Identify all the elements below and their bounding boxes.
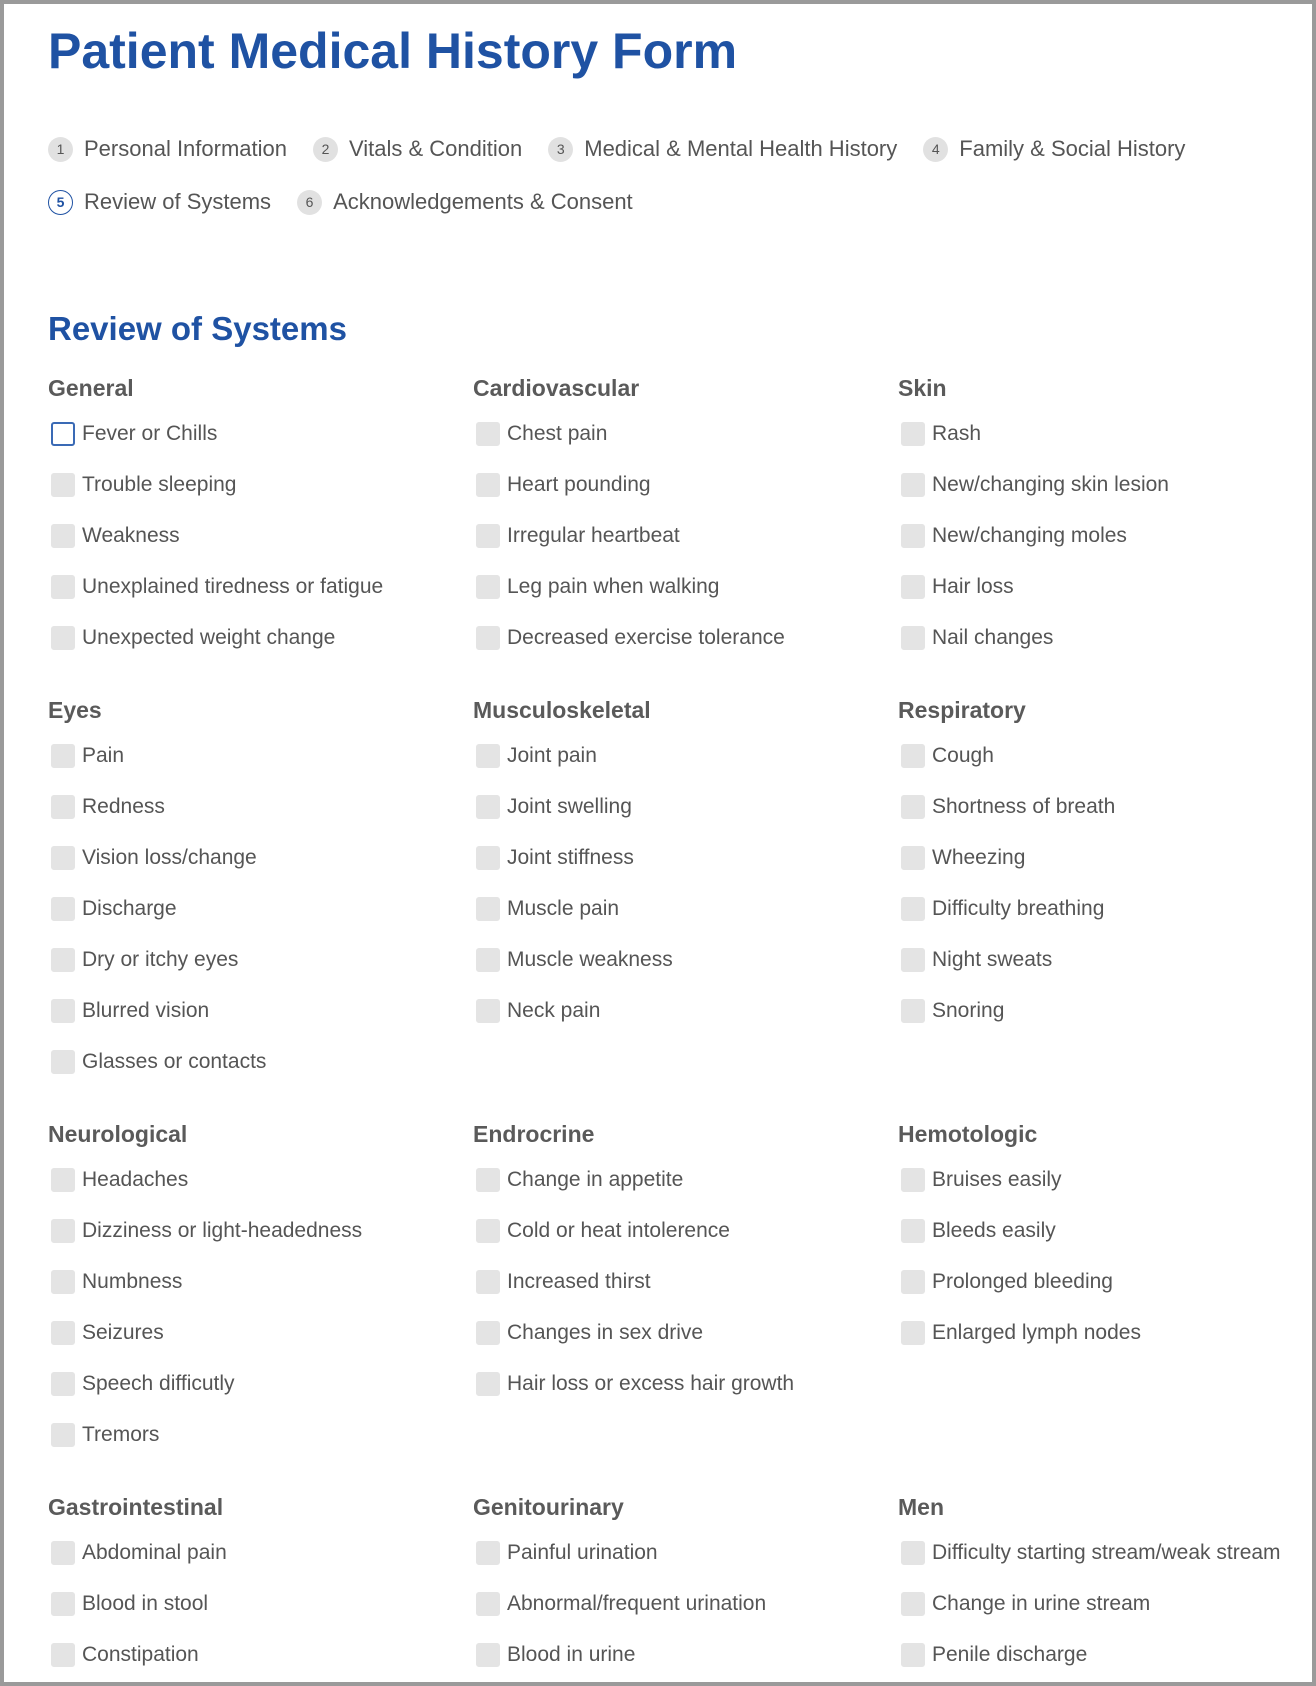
symptom-checkbox[interactable]	[476, 1168, 500, 1192]
symptom-checkbox[interactable]	[901, 744, 925, 768]
symptom-option[interactable]	[898, 459, 1316, 510]
symptom-checkbox[interactable]	[901, 1168, 925, 1192]
symptom-label: Headaches	[82, 1167, 189, 1191]
symptom-option[interactable]	[898, 1205, 1316, 1256]
symptom-option[interactable]	[473, 1578, 898, 1629]
group-title: Respiratory	[898, 697, 1026, 723]
symptom-label: Snoring	[932, 998, 1005, 1022]
group-title: Eyes	[48, 697, 102, 723]
symptom-option[interactable]	[898, 730, 1316, 781]
symptom-label: Decreased exercise tolerance	[507, 625, 785, 649]
symptom-checkbox[interactable]	[51, 948, 75, 972]
symptom-option[interactable]	[473, 781, 898, 832]
symptom-checkbox[interactable]	[51, 1592, 75, 1616]
group-title: Skin	[898, 375, 947, 401]
step-5[interactable]	[48, 187, 271, 217]
symptom-label: Painful urination	[507, 1540, 658, 1564]
step-number-badge: 3	[548, 137, 573, 162]
symptom-label: Rash	[932, 421, 982, 445]
symptom-label: Discharge	[82, 896, 177, 920]
symptom-group-men	[898, 1487, 1316, 1680]
symptom-option[interactable]	[48, 408, 473, 459]
symptom-checkbox[interactable]	[476, 1372, 500, 1396]
symptom-label: Abnormal/frequent urination	[507, 1591, 767, 1615]
symptom-option[interactable]	[898, 612, 1316, 663]
symptom-checkbox[interactable]	[51, 1643, 75, 1667]
section-title: Review of Systems	[48, 310, 347, 347]
page-title: Patient Medical History Form	[48, 23, 738, 79]
symptom-option[interactable]	[48, 934, 473, 985]
symptom-option[interactable]	[48, 561, 473, 612]
symptom-option[interactable]	[473, 408, 898, 459]
symptom-label: Joint stiffness	[507, 845, 634, 869]
symptom-option[interactable]	[898, 1527, 1316, 1578]
symptom-group-gastrointestinal	[48, 1487, 473, 1680]
symptom-option[interactable]	[473, 459, 898, 510]
symptom-checkbox[interactable]	[476, 999, 500, 1023]
symptom-label: Joint pain	[507, 743, 597, 767]
symptom-checkbox[interactable]	[901, 1643, 925, 1667]
symptom-label: Joint swelling	[507, 794, 632, 818]
symptom-checkbox[interactable]	[51, 744, 75, 768]
symptom-option[interactable]	[48, 1205, 473, 1256]
symptom-checkbox[interactable]	[901, 422, 925, 446]
symptom-option[interactable]	[898, 1154, 1316, 1205]
group-title: Genitourinary	[473, 1494, 624, 1520]
symptom-label: Leg pain when walking	[507, 574, 720, 598]
symptom-checkbox[interactable]	[901, 999, 925, 1023]
symptom-option[interactable]	[48, 510, 473, 561]
symptom-checkbox[interactable]	[476, 1541, 500, 1565]
symptom-checkbox[interactable]	[901, 1219, 925, 1243]
symptom-checkbox[interactable]	[476, 1321, 500, 1345]
group-title: Cardiovascular	[473, 375, 640, 401]
symptom-checkbox[interactable]	[476, 422, 500, 446]
symptom-checkbox[interactable]	[476, 744, 500, 768]
symptom-option[interactable]	[898, 510, 1316, 561]
symptom-checkbox[interactable]	[476, 626, 500, 650]
symptom-label: Speech difficutly	[82, 1371, 235, 1395]
step-label: Personal Information	[84, 136, 287, 161]
step-label: Medical & Mental Health History	[584, 136, 898, 161]
symptom-label: Cough	[932, 743, 994, 767]
group-title: Men	[898, 1494, 944, 1520]
symptom-option[interactable]	[473, 1527, 898, 1578]
symptom-option[interactable]	[48, 1256, 473, 1307]
symptom-checkbox[interactable]	[476, 1592, 500, 1616]
symptom-option[interactable]	[473, 730, 898, 781]
step-label: Vitals & Condition	[349, 136, 523, 161]
symptom-option[interactable]	[898, 1629, 1316, 1680]
symptom-option[interactable]	[48, 1154, 473, 1205]
symptom-option[interactable]	[48, 1527, 473, 1578]
symptom-checkbox[interactable]	[51, 422, 75, 446]
step-1[interactable]	[48, 134, 287, 164]
symptom-label: Night sweats	[932, 947, 1053, 971]
symptom-label: Wheezing	[932, 845, 1026, 869]
step-2[interactable]	[313, 134, 522, 164]
symptom-option[interactable]	[48, 1036, 473, 1087]
group-title: Neurological	[48, 1121, 188, 1147]
symptom-option[interactable]	[48, 1629, 473, 1680]
symptom-label: Dizziness or light-headedness	[82, 1218, 363, 1242]
symptom-checkbox[interactable]	[901, 575, 925, 599]
symptom-group-hematologic	[898, 1114, 1316, 1460]
symptom-checkbox[interactable]	[51, 999, 75, 1023]
symptom-checkbox[interactable]	[901, 1541, 925, 1565]
step-navigation	[48, 134, 1288, 217]
symptom-checkbox[interactable]	[901, 1321, 925, 1345]
symptom-option[interactable]	[473, 1307, 898, 1358]
symptom-checkbox[interactable]	[51, 1219, 75, 1243]
symptom-checkbox[interactable]	[51, 473, 75, 497]
symptom-option[interactable]	[473, 510, 898, 561]
symptom-option[interactable]	[898, 985, 1316, 1036]
symptom-label: Muscle weakness	[507, 947, 673, 971]
group-title: Hemotologic	[898, 1121, 1038, 1147]
symptom-group-endocrine	[473, 1114, 898, 1460]
symptom-checkbox[interactable]	[901, 524, 925, 548]
symptom-checkbox[interactable]	[51, 524, 75, 548]
symptom-label: Change in urine stream	[932, 1591, 1151, 1615]
symptom-label: New/changing skin lesion	[932, 472, 1169, 496]
symptom-checkbox[interactable]	[51, 1270, 75, 1294]
symptom-label: Unexpected weight change	[82, 625, 336, 649]
symptom-label: Hair loss or excess hair growth	[507, 1371, 795, 1395]
symptom-group-genitourinary	[473, 1487, 898, 1680]
symptom-label: Vision loss/change	[82, 845, 257, 869]
symptom-label: Fever or Chills	[82, 421, 218, 445]
step-6[interactable]	[297, 187, 633, 217]
step-4[interactable]	[923, 134, 1185, 164]
symptom-label: Seizures	[82, 1320, 164, 1344]
symptom-label: Blood in urine	[507, 1642, 636, 1666]
group-title: Gastrointestinal	[48, 1494, 224, 1520]
symptom-label: Blood in stool	[82, 1591, 209, 1615]
symptom-option[interactable]	[473, 1358, 898, 1409]
symptom-checkbox[interactable]	[476, 948, 500, 972]
step-label: Family & Social History	[959, 136, 1186, 161]
symptom-label: Neck pain	[507, 998, 601, 1022]
symptom-option[interactable]	[473, 561, 898, 612]
symptom-checkbox[interactable]	[51, 626, 75, 650]
symptom-checkbox[interactable]	[901, 846, 925, 870]
symptom-checkbox[interactable]	[901, 897, 925, 921]
symptom-checkbox[interactable]	[476, 1643, 500, 1667]
symptom-option[interactable]	[898, 781, 1316, 832]
symptom-label: Prolonged bleeding	[932, 1269, 1113, 1293]
symptom-checkbox[interactable]	[901, 948, 925, 972]
step-label: Acknowledgements & Consent	[333, 189, 633, 214]
symptom-option[interactable]	[48, 781, 473, 832]
symptom-group-general	[48, 368, 473, 663]
symptom-option[interactable]	[48, 1307, 473, 1358]
symptom-label: Shortness of breath	[932, 794, 1116, 818]
symptom-checkbox[interactable]	[901, 1592, 925, 1616]
symptom-label: Pain	[82, 743, 125, 767]
symptom-option[interactable]	[898, 561, 1316, 612]
symptom-option[interactable]	[473, 832, 898, 883]
symptom-label: Bleeds easily	[932, 1218, 1056, 1242]
symptom-label: Unexplained tiredness or fatigue	[82, 574, 384, 598]
symptom-checkbox[interactable]	[476, 473, 500, 497]
symptom-option[interactable]	[473, 985, 898, 1036]
symptom-label: New/changing moles	[932, 523, 1127, 547]
step-number-badge: 2	[313, 137, 338, 162]
symptom-option[interactable]	[898, 408, 1316, 459]
symptom-label: Changes in sex drive	[507, 1320, 704, 1344]
group-title: Endrocrine	[473, 1121, 595, 1147]
symptom-option[interactable]	[473, 883, 898, 934]
symptom-label: Weakness	[82, 523, 180, 547]
symptom-checkbox[interactable]	[476, 1219, 500, 1243]
symptom-option[interactable]	[898, 934, 1316, 985]
symptom-label: Abdominal pain	[82, 1540, 227, 1564]
step-label: Review of Systems	[84, 189, 272, 214]
symptom-checkbox[interactable]	[476, 575, 500, 599]
symptom-option[interactable]	[473, 1205, 898, 1256]
symptom-checkbox[interactable]	[51, 897, 75, 921]
symptom-group-skin	[898, 368, 1316, 663]
symptom-label: Bruises easily	[932, 1167, 1062, 1191]
step-number-badge: 1	[48, 137, 73, 162]
symptom-label: Blurred vision	[82, 998, 210, 1022]
symptom-label: Trouble sleeping	[82, 472, 237, 496]
symptom-checkbox[interactable]	[476, 897, 500, 921]
symptom-option[interactable]	[898, 1256, 1316, 1307]
symptom-option[interactable]	[898, 883, 1316, 934]
symptom-option[interactable]	[48, 985, 473, 1036]
step-number-badge: 4	[923, 137, 948, 162]
symptom-checkbox[interactable]	[901, 1270, 925, 1294]
symptom-label: Irregular heartbeat	[507, 523, 680, 547]
symptom-label: Difficulty breathing	[932, 896, 1105, 920]
symptom-checkbox[interactable]	[51, 1050, 75, 1074]
symptom-label: Hair loss	[932, 574, 1014, 598]
symptom-option[interactable]	[48, 612, 473, 663]
group-title: General	[48, 375, 134, 401]
symptom-option[interactable]	[48, 1578, 473, 1629]
group-title: Musculoskeletal	[473, 697, 651, 723]
symptom-checkbox[interactable]	[51, 846, 75, 870]
symptom-checkbox[interactable]	[901, 626, 925, 650]
symptom-option[interactable]	[48, 459, 473, 510]
symptom-label: Difficulty starting stream/weak stream	[932, 1540, 1281, 1564]
symptom-label: Change in appetite	[507, 1167, 684, 1191]
symptom-label: Penile discharge	[932, 1642, 1088, 1666]
symptom-option[interactable]	[473, 1256, 898, 1307]
symptom-option[interactable]	[48, 1409, 473, 1460]
symptom-label: Muscle pain	[507, 896, 620, 920]
symptom-checkbox[interactable]	[51, 1168, 75, 1192]
symptom-group-cardiovascular	[473, 368, 898, 663]
symptom-option[interactable]	[473, 1629, 898, 1680]
symptom-checkbox[interactable]	[51, 1541, 75, 1565]
step-number-badge: 5	[48, 190, 73, 215]
symptom-option[interactable]	[473, 1154, 898, 1205]
symptom-label: Nail changes	[932, 625, 1054, 649]
symptom-option[interactable]	[898, 832, 1316, 883]
symptom-option[interactable]	[898, 1578, 1316, 1629]
symptom-group-musculoskeletal	[473, 690, 898, 1087]
symptom-label: Constipation	[82, 1642, 199, 1666]
symptom-label: Redness	[82, 794, 165, 818]
symptom-label: Cold or heat intolerence	[507, 1218, 730, 1242]
symptom-group-neurological	[48, 1114, 473, 1460]
symptom-checkbox[interactable]	[51, 1372, 75, 1396]
symptom-label: Dry or itchy eyes	[82, 947, 239, 971]
symptom-label: Glasses or contacts	[82, 1049, 267, 1073]
symptom-label: Chest pain	[507, 421, 608, 445]
symptom-checkbox[interactable]	[476, 846, 500, 870]
symptom-option[interactable]	[48, 832, 473, 883]
symptom-checkbox[interactable]	[51, 1321, 75, 1345]
symptom-checkbox[interactable]	[51, 795, 75, 819]
symptom-option[interactable]	[48, 1358, 473, 1409]
symptom-label: Increased thirst	[507, 1269, 651, 1293]
symptom-checkbox[interactable]	[476, 1270, 500, 1294]
step-number-badge: 6	[297, 190, 322, 215]
symptom-checkbox[interactable]	[476, 795, 500, 819]
symptom-label: Enlarged lymph nodes	[932, 1320, 1141, 1344]
symptom-option[interactable]	[48, 730, 473, 781]
step-3[interactable]	[548, 134, 897, 164]
symptom-checkbox[interactable]	[476, 524, 500, 548]
symptom-option[interactable]	[473, 934, 898, 985]
symptom-option[interactable]	[48, 883, 473, 934]
symptom-checkbox[interactable]	[901, 473, 925, 497]
symptom-group-eyes	[48, 690, 473, 1087]
symptom-label: Heart pounding	[507, 472, 651, 496]
symptom-label: Numbness	[82, 1269, 183, 1293]
symptom-group-respiratory	[898, 690, 1316, 1087]
symptom-checkbox[interactable]	[51, 575, 75, 599]
review-of-systems-grid	[48, 368, 1316, 1686]
symptom-option[interactable]	[473, 612, 898, 663]
symptom-checkbox[interactable]	[51, 1423, 75, 1447]
symptom-checkbox[interactable]	[901, 795, 925, 819]
symptom-option[interactable]	[898, 1307, 1316, 1358]
symptom-label: Tremors	[82, 1422, 160, 1446]
